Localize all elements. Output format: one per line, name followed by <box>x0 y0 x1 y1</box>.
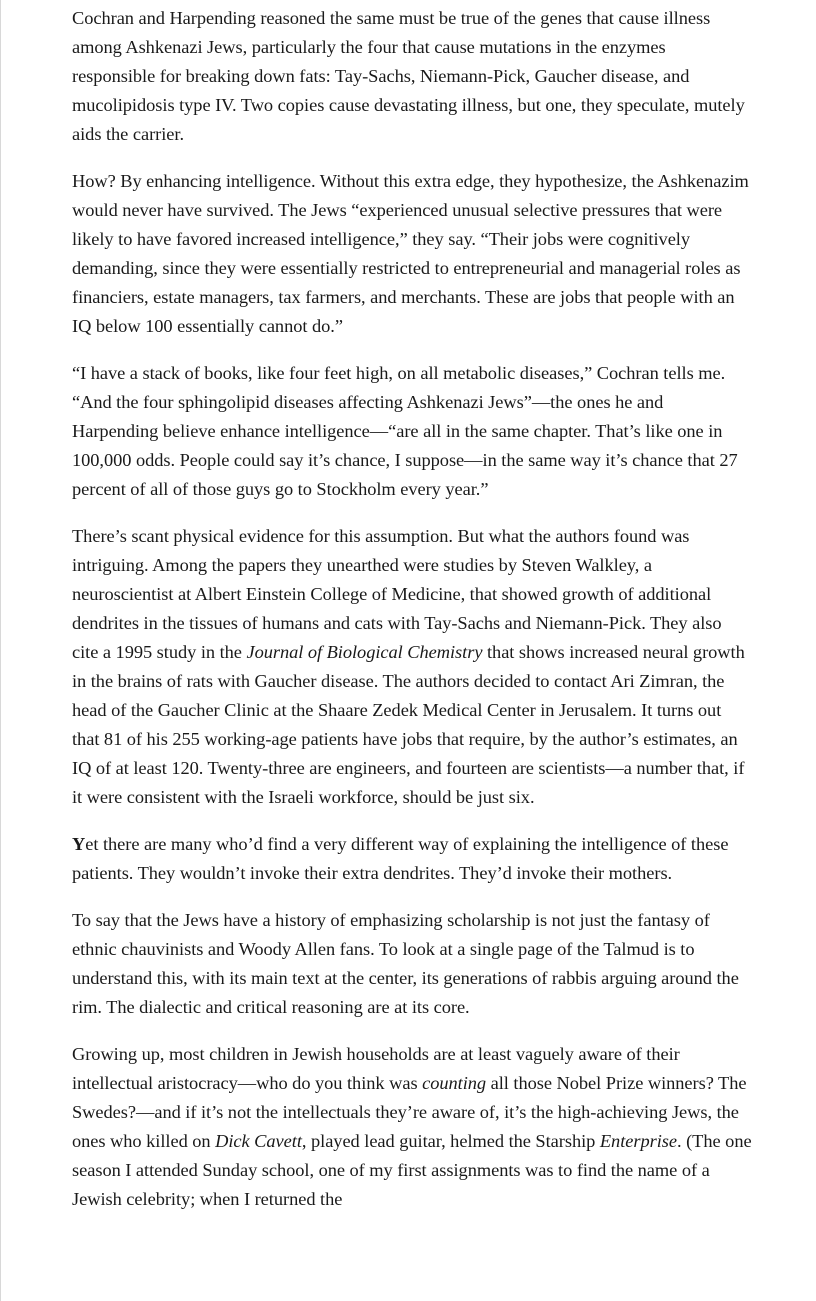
paragraph-mothers <box>72 830 752 888</box>
journal-title: Journal of Biological Chemistry <box>246 642 483 662</box>
section-initial: Y <box>72 834 86 854</box>
article-body <box>72 4 752 1232</box>
paragraph-cochran-quote <box>72 359 752 504</box>
paragraph-text: To say that the Jews have a history of emphasizing scholarship is not just the fantasy of ethnic chauvinists and Woody Allen fans. To look at a single page of the Talmud is to understand this, with its main text at the center, its generations of rabbis arguing around the rim. The dialectic and critical reasoning are at its core. <box>72 910 739 1017</box>
paragraph-text: that shows increased neural growth in the brains of rats with Gaucher disease. The authors decided to contact Ari Zimran, the head of the Gaucher Clinic at the Shaare Zedek Medical Center in Jerusalem. It turns out that 81 of his 255 working-age patients have jobs that require, by the author’s estimates, an IQ of at least 120. Twenty-three are engineers, and fourteen are scientists—a number that, if it were consistent with the Israeli workforce, should be just six. <box>72 642 745 807</box>
paragraph-growing-up <box>72 1040 752 1214</box>
paragraph-scholarship <box>72 906 752 1022</box>
paragraph-text: Cochran and Harpending reasoned the same must be true of the genes that cause illness among Ashkenazi Jews, particularly the four that cause mutations in the enzymes responsible for breaking down fats: Tay-Sachs, Niemann-Pick, Gaucher disease, and mucolipidosis type IV. Two copies cause devastating illness, but one, they speculate, mutely aids the carrier. <box>72 8 745 144</box>
paragraph-text: all those Nobel Prize winners? The Swedes?—and if it’s not the intellectuals they’re aware of, it’s the high-achieving Jews, the ones who killed on <box>72 1073 747 1151</box>
paragraph-text: How? By enhancing intelligence. Without this extra edge, they hypothesize, the Ashkenazim would never have survived. The Jews “experienced unusual selective pressures that were likely to have favored increased intelligence,” they say. “Their jobs were cognitively demanding, since they were essentially restricted to entrepreneurial and managerial roles as financiers, estate managers, tax farmers, and merchants. These are jobs that people with an IQ below 100 essentially cannot do.” <box>72 171 749 336</box>
paragraph-text: . (The one season I attended Sunday school, one of my first assignments was to find the name of a Jewish celebrity; when I returned the <box>72 1131 752 1209</box>
ship-name: Enterprise <box>599 1131 678 1151</box>
paragraph-text: “I have a stack of books, like four feet high, on all metabolic diseases,” Cochran tells me. “And the four sphingolipid diseases affecting Ashkenazi Jews”—the ones he and Harpending believe enhance intelligence—“are all in the same chapter. That’s like one in 100,000 odds. People could say it’s chance, I suppose—in the same way it’s chance that 27 percent of all of those guys go to Stockholm every year.” <box>72 363 738 499</box>
paragraph-text: , played lead guitar, helmed the Starship <box>301 1131 600 1151</box>
paragraph-genes <box>72 4 752 149</box>
emphasis-counting: counting <box>422 1073 487 1093</box>
paragraph-text: Growing up, most children in Jewish households are at least vaguely aware of their intellectual aristocracy—who do you think was <box>72 1044 680 1093</box>
paragraph-evidence <box>72 522 752 812</box>
paragraph-text: There’s scant physical evidence for this assumption. But what the authors found was intriguing. Among the papers they unearthed were studies by Steven Walkley, a neuroscientist at Albert Einstein College of Medicine, that showed growth of additional dendrites in the tissues of humans and cats with Tay-Sachs and Niemann-Pick. They also cite a 1995 study in the <box>72 526 722 662</box>
show-title: Dick Cavett <box>215 1131 302 1151</box>
paragraph-intelligence <box>72 167 752 341</box>
paragraph-text: et there are many who’d find a very different way of explaining the intelligence of these patients. They wouldn’t invoke their extra dendrites. They’d invoke their mothers. <box>72 834 729 883</box>
